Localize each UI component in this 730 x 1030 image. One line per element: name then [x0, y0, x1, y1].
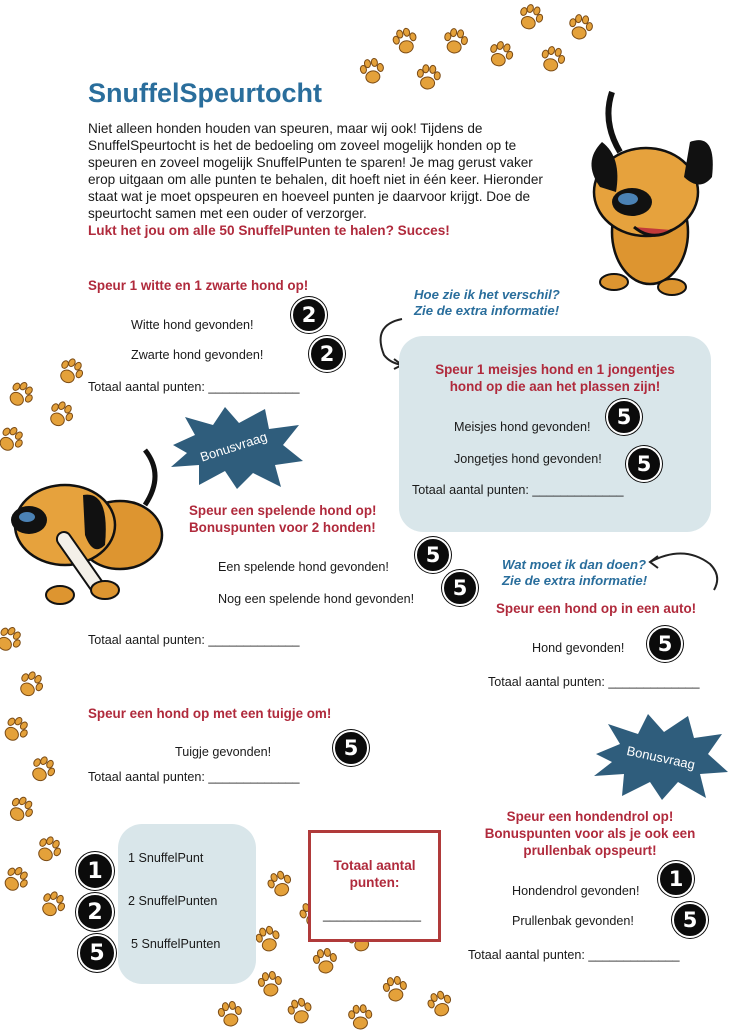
task3-heading-line1: Speur een spelende hond op!: [189, 503, 377, 518]
legend-3-badge: 5: [78, 934, 116, 972]
task2-heading-line1: Speur 1 meisjes hond en 1 jongentjes: [435, 362, 675, 377]
task2-row-2-points-badge: 5: [626, 446, 662, 482]
task2-heading: [399, 361, 711, 395]
grand-total-heading: [311, 857, 438, 891]
task1-total: Totaal aantal punten: _____________: [88, 380, 300, 394]
hint2-line1: Wat moet ik dan doen?: [502, 557, 647, 572]
task3-row-1-label: Een spelende hond gevonden!: [218, 560, 389, 574]
task2-heading-line2: hond op die aan het plassen zijn!: [449, 379, 661, 394]
task2-total: Totaal aantal punten: _____________: [412, 483, 624, 497]
task3-row-1-points-badge: 5: [415, 537, 451, 573]
grand-total-line2: punten:: [349, 875, 400, 890]
curved-arrow-icon-2: [644, 550, 724, 600]
task6-total: Totaal aantal punten: _____________: [468, 948, 680, 962]
legend-1-badge: 1: [76, 852, 114, 890]
task6-row-1-label: Hondendrol gevonden!: [512, 884, 640, 898]
task2-row-2-label: Jongetjes hond gevonden!: [454, 452, 602, 466]
bonus-burst-2: [590, 712, 730, 802]
task3-heading: [189, 502, 377, 536]
hint2-line2: Zie de extra informatie!: [502, 573, 648, 588]
task4-row-1-label: Hond gevonden!: [532, 641, 625, 655]
task5-total: Totaal aantal punten: _____________: [88, 770, 300, 784]
intro-text: [88, 120, 548, 239]
task2-row-1-points-badge: 5: [606, 399, 642, 435]
task4-total: Totaal aantal punten: _____________: [488, 675, 700, 689]
task1-row-2-points-badge: 2: [309, 336, 345, 372]
grand-total-line1: Totaal aantal: [333, 858, 416, 873]
hint2-text: [502, 557, 647, 589]
intro-body: Niet alleen honden houden van speuren, maar wij ook! Tijdens de SnuffelSpeurtocht is het de bedoeling om zoveel mogelijk honden op te speuren en zoveel mogelijk SnuffelPunten te sparen! Je mag gerust vaker erop uitgaan om alle punten te behalen, dit hoeft niet in één keer. Hieronder staat wat je moet opspeuren en hoeveel punten je daarvoor krijgt. Doe de speurtocht samen met een ouder of verzorger.: [88, 121, 543, 221]
task3-total: Totaal aantal punten: _____________: [88, 633, 300, 647]
task4-row-1-points-badge: 5: [647, 626, 683, 662]
legend-1-label: 1 SnuffelPunt: [128, 851, 204, 865]
task6-heading-line1: Speur een hondendrol op!: [506, 809, 674, 824]
hint1-text: [414, 287, 560, 319]
grand-total-blank: ______________: [323, 908, 422, 922]
bonus-burst-1: [165, 405, 305, 490]
page-title: SnuffelSpeurtocht: [88, 78, 322, 108]
task2-row-1-label: Meisjes hond gevonden!: [454, 420, 591, 434]
task1-row-1-label: Witte hond gevonden!: [131, 318, 254, 332]
task1-heading: Speur 1 witte en 1 zwarte hond op!: [88, 278, 309, 293]
bonus-label-2: Bonusvraag: [625, 743, 697, 773]
task6-row-2-label: Prullenbak gevonden!: [512, 914, 634, 928]
task6-heading-line2: Bonuspunten voor als je ook een: [484, 826, 696, 841]
legend-2-label: 2 SnuffelPunten: [128, 894, 218, 908]
task3-row-2-points-badge: 5: [442, 570, 478, 606]
legend-2-badge: 2: [76, 893, 114, 931]
task1-row-1-points-badge: 2: [291, 297, 327, 333]
task3-heading-line2: Bonuspunten voor 2 honden!: [189, 520, 376, 535]
legend-3-label: 5 SnuffelPunten: [131, 937, 221, 951]
task5-heading: Speur een hond op met een tuigje om!: [88, 706, 332, 721]
task6-heading: [466, 808, 714, 859]
bonus-label-1: Bonusvraag: [198, 428, 269, 465]
intro-highlight: Lukt het jou om alle 50 SnuffelPunten te halen? Succes!: [88, 223, 450, 238]
dog-with-bone-illustration: [5, 445, 170, 625]
task6-heading-line3: prullenbak opspeurt!: [523, 843, 657, 858]
dog-illustration-top: [572, 82, 722, 302]
task4-heading: Speur een hond op in een auto!: [496, 601, 697, 616]
task5-row-1-label: Tuigje gevonden!: [175, 745, 272, 759]
task3-row-2-label: Nog een spelende hond gevonden!: [218, 592, 415, 606]
task6-row-1-points-badge: 1: [658, 861, 694, 897]
task5-row-1-points-badge: 5: [333, 730, 369, 766]
task1-row-2-label: Zwarte hond gevonden!: [131, 348, 264, 362]
hint1-line2: Zie de extra informatie!: [414, 303, 560, 318]
hint1-line1: Hoe zie ik het verschil?: [414, 287, 560, 302]
task6-row-2-points-badge: 5: [672, 902, 708, 938]
